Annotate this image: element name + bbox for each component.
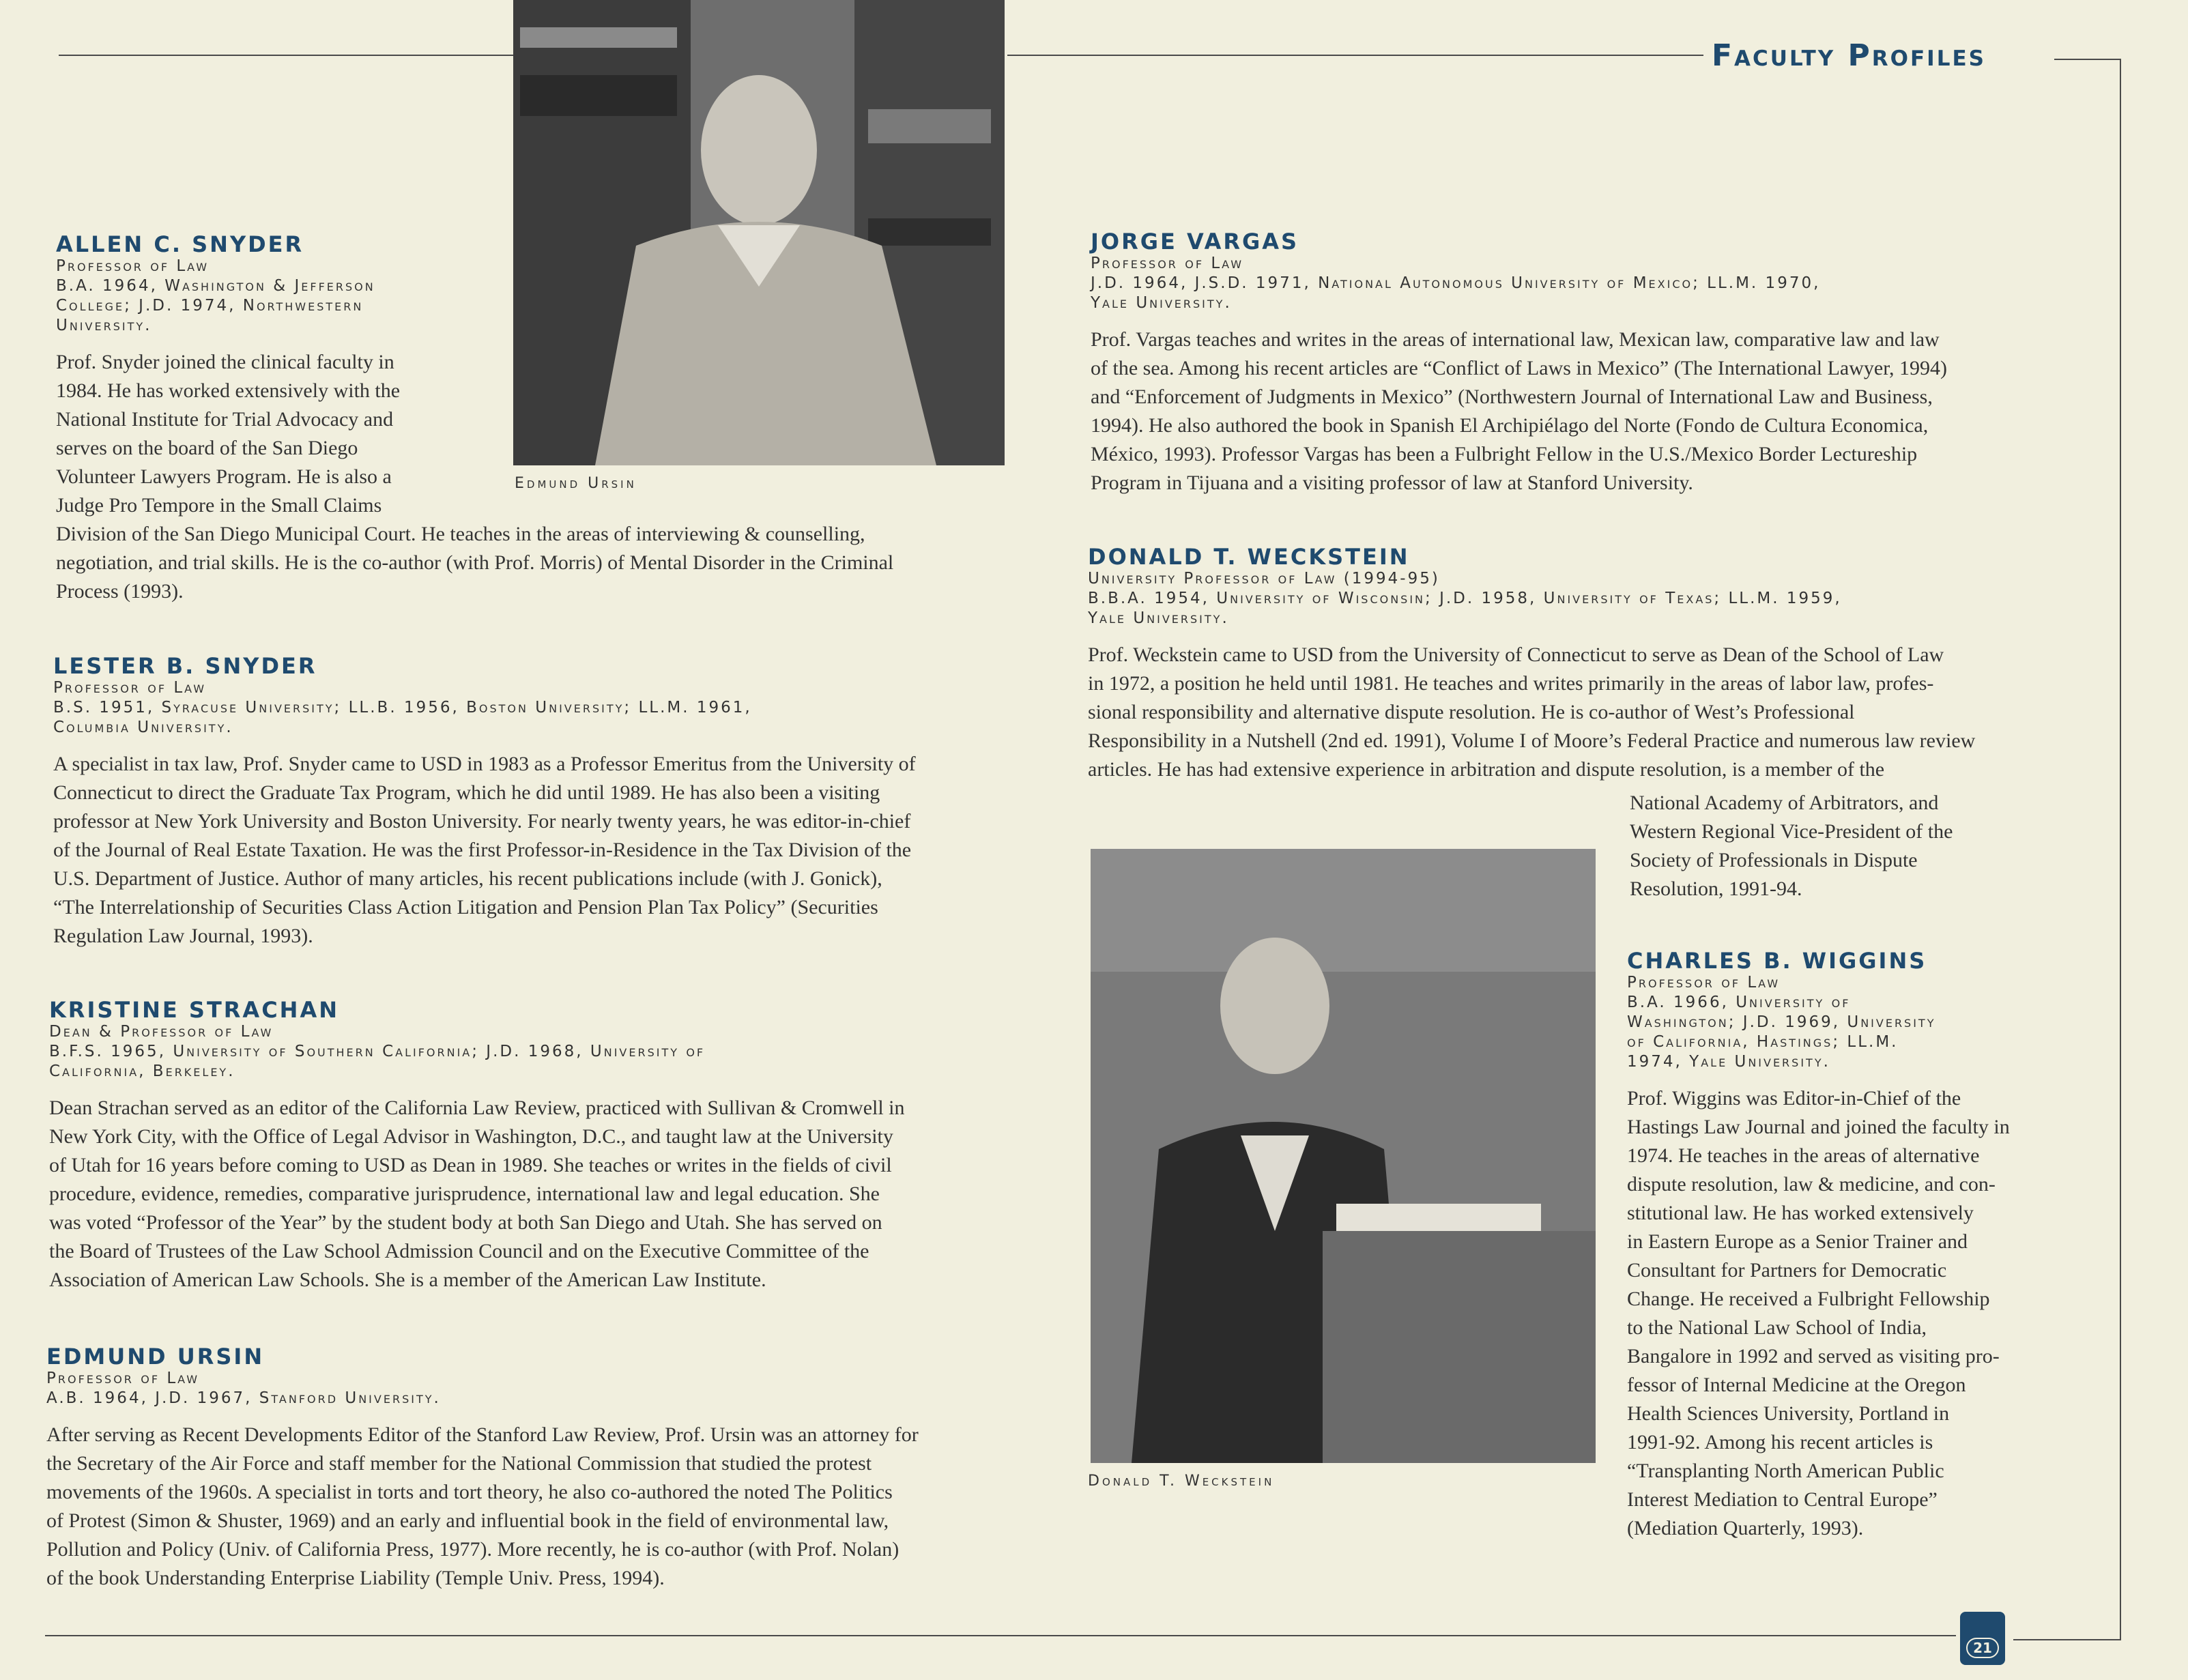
profile-credentials: University Professor of Law (1994-95) B.B.A. 1954, University of Wisconsin; J.D. 1958, University of Texas; LL.M. 1959, Yale University. <box>1088 570 1842 627</box>
profile-credentials: Professor of Law B.A. 1964, Washington & Jefferson College; J.D. 1974, Northwestern University. <box>56 257 375 334</box>
profile-credentials: Professor of Law J.D. 1964, J.S.D. 1971, National Autonomous University of Mexico; LL.M. 1970, Yale University. <box>1091 255 1821 312</box>
profile-bio: Prof. Wiggins was Editor-in-Chief of the Hastings Law Journal and joined the faculty in 1974. He teaches in the areas of alternative dispute resolution, law & medicine, and con- stitutional law. He has worked extensively in Eastern Europe as a Senior Trainer and Consultant for Partners for Democratic Change. He received a Fulbright Fellowship to the National Law School of India, Bangalore in 1992 and served as visiting pro- fessor of Internal Medicine at the Oregon Health Sciences University, Portland in 1991-92. Among his recent articles is “Transplanting North American Public Interest Mediation to Central Europe” (Mediation Quarterly, 1993). <box>1627 1087 2010 1539</box>
profile-credentials: Professor of Law A.B. 1964, J.D. 1967, Stanford University. <box>46 1370 441 1407</box>
page-number-badge <box>1960 1612 2005 1665</box>
profile-weckstein-bio-continued <box>1630 789 2053 903</box>
profile-jorge-vargas <box>1091 229 2060 497</box>
profile-name: LESTER B. SNYDER <box>53 653 317 679</box>
profile-credentials: Professor of Law B.S. 1951, Syracuse University; LL.B. 1956, Boston University; LL.M. 1961, Columbia University. <box>53 679 752 736</box>
photo-caption-weckstein: Donald T. Weckstein <box>1088 1473 1275 1490</box>
profile-name: KRISTINE STRACHAN <box>49 997 339 1023</box>
bottom-rule-right <box>2013 1639 2121 1640</box>
profile-bio: National Academy of Arbitrators, and Western Regional Vice-President of the Society of Professionals in Dispute Resolution, 1991-94. <box>1630 792 1953 900</box>
profile-credentials: Dean & Professor of Law B.F.S. 1965, University of Southern California; J.D. 1968, University of California, Berkeley. <box>49 1023 706 1080</box>
right-rule <box>2120 59 2121 1639</box>
profile-bio: Prof. Snyder joined the clinical faculty in 1984. He has worked extensively with the National Institute for Trial Advocacy and serves on the board of the San Diego Volunteer Lawyers Program. He is also a Judge Pro Tempore in the Small Claims Division of the San Diego Municipal Court. He teaches in the areas of interviewing & counselling, negotiation, and trial skills. He is the co-author (with Prof. Morris) of Mental Disorder in the Criminal Process (1993). <box>56 351 894 603</box>
profile-name: ALLEN C. SNYDER <box>56 231 304 257</box>
profile-edmund-ursin <box>46 1344 1016 1593</box>
profile-name: EDMUND URSIN <box>46 1344 265 1370</box>
profile-bio: Dean Strachan served as an editor of the California Law Review, practiced with Sullivan & Cromwell in New York City, with the Office of Legal Advisor in Washington, D.C., and taught law at the University of Utah for 16 years before coming to USD as Dean in 1989. She teaches or writes in the fields of civil procedure, evidence, remedies, comparative jurisprudence, international law and legal education. She was voted “Professor of the Year” by the student body at both San Diego and Utah. She has served on the Board of Trustees of the Law School Admission Council and on the Executive Committee of the Association of American Law Schools. She is a member of the American Law Institute. <box>49 1097 905 1291</box>
profile-credentials: Professor of Law B.A. 1966, University of Washington; J.D. 1969, University of California, Hastings; LL.M. 1974, Yale University. <box>1627 974 1936 1071</box>
profile-lester-snyder <box>53 654 1022 951</box>
top-rule-right <box>1007 55 1712 56</box>
profile-name: JORGE VARGAS <box>1091 229 1299 255</box>
profile-name: CHARLES B. WIGGINS <box>1627 948 1927 974</box>
bottom-rule-left <box>45 1635 1956 1636</box>
page-title: Faculty Profiles <box>1703 38 2054 73</box>
profile-bio: After serving as Recent Developments Editor of the Stanford Law Review, Prof. Ursin was an attorney for the Secretary of the Air Force and staff member for the National Commission that studied the protest movements of the 1960s. A specialist in torts and tort theory, he also co-authored the noted The Politics of Protest (Simon & Shuster, 1969) and an early and influential book in the field of environmental law, Pollution and Policy (Univ. of California Press, 1977). More recently, he is co-author (with Prof. Nolan) of the book Understanding Enterprise Liability (Temple Univ. Press, 1994). <box>46 1423 919 1589</box>
profile-bio: A specialist in tax law, Prof. Snyder came to USD in 1983 as a Professor Emeritus from the University of Connecticut to direct the Graduate Tax Program, which he did until 1989. He has also been a visiting professor at New York University and Boston University. For nearly twenty years, he was editor-in-chief of the Journal of Real Estate Taxation. He was the first Professor-in-Residence in the Tax Division of the U.S. Department of Justice. Author of many articles, his recent publications include (with J. Gonick), “The Interrelationship of Securities Class Action Litigation and Pension Plan Tax Policy” (Securities Regulation Law Journal, 1993). <box>53 753 916 947</box>
profile-name: DONALD T. WECKSTEIN <box>1088 544 1410 570</box>
page-number: 21 <box>1966 1638 1999 1658</box>
profile-bio: Prof. Weckstein came to USD from the University of Connecticut to serve as Dean of the School of Law in 1972, a position he held until 1981. He teaches and writes primarily in the areas of labor law, profes- sional responsibility and alternative dispute resolution. He is co-author of West’s Professional Responsibility in a Nutshell (2nd ed. 1991), Volume I of Moore’s Federal Practice and numerous law review articles. He has had extensive experience in arbitration and dispute resolution, is a member of the <box>1088 643 1976 781</box>
photo-donald-weckstein <box>1091 849 1596 1463</box>
profile-bio: Prof. Vargas teaches and writes in the areas of international law, Mexican law, comparative law and law of the sea. Among his recent articles are “Conflict of Laws in Mexico” (The International Lawyer, 1994) and “Enforcement of Judgments in Mexico” (Northwestern Journal of International Law and Business, 1994). He also authored the book in Spanish El Archipiélago del Norte (Fondo de Cultura Economica, México, 1993). Professor Vargas has been a Fulbright Fellow in the U.S./Mexico Border Lectureship Program in Tijuana and a visiting professor of law at Stanford University. <box>1091 328 1948 494</box>
top-rule-left <box>59 55 513 56</box>
profile-donald-weckstein <box>1088 545 2057 784</box>
profile-kristine-strachan <box>49 998 1018 1294</box>
photo-caption-ursin: Edmund Ursin <box>515 475 637 492</box>
profile-allen-snyder <box>56 232 1011 606</box>
portrait-image <box>1091 849 1596 1463</box>
profile-charles-wiggins <box>1627 948 2064 1543</box>
